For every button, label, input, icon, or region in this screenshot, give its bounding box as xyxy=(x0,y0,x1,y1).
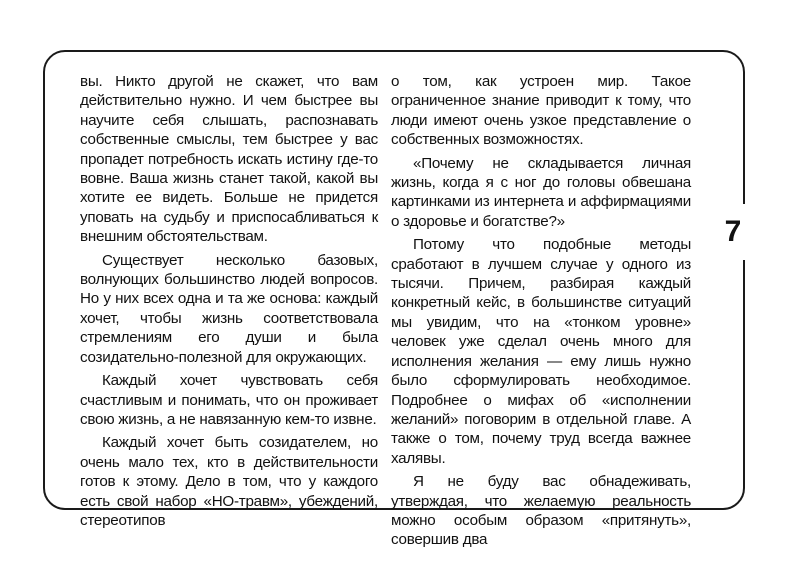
paragraph: «Почему не складывается личная жизнь, когда я с ног до головы обвешана картинками из интернета и аффирмациями о здоровье и богатстве?» xyxy=(391,154,691,230)
paragraph: вы. Никто другой не скажет, что вам действительно нужно. И чем быстрее вы научите себя слышать, распознавать собственные смыслы, тем быстрее у вас пропадет потребность искать истину где-то вовне. Ваша жизнь станет такой, какой вы хотите ее видеть. Больше не придется уповать на судьбу и приспосабливаться к внешним обстоятельствам. xyxy=(80,73,378,246)
left-column xyxy=(80,72,378,534)
paragraph: Каждый хочет чувствовать себя счастливым и понимать, что он проживает свою жизнь, а не навязанную кем-то извне. xyxy=(80,372,378,428)
page-number: 7 xyxy=(719,204,747,260)
paragraph: Каждый хочет быть созидателем, но очень мало тех, кто в действительности готов к этому. Дело в том, что у каждого есть свой набор «НО-травм», убеждений, стереотипов xyxy=(80,434,378,529)
paragraph: о том, как устроен мир. Такое ограниченное знание приводит к тому, что люди имеют очень узкое представление о собственных возможностях. xyxy=(391,73,691,149)
paragraph: Я не буду вас обнадеживать, утверждая, что желаемую реальность можно особым образом «притянуть», совершив два xyxy=(391,473,691,549)
paragraph: Потому что подобные методы сработают в лучшем случае у одного из тысячи. Причем, разбирая каждый конкретный кейс, в большинстве ситуаций мы увидим, что на «тонком уровне» человек уже сделал очень много для исполнения желания — ему лишь нужно было сформулировать необходимое. Подробнее о мифах об «исполнении желаний» поговорим в отдельной главе. А также о том, почему труд всегда важнее халявы. xyxy=(391,236,691,467)
paragraph: Существует несколько базовых, волнующих большинство людей вопросов. Но у них всех одна и та же основа: каждый хочет, чтобы жизнь соответствовала стремлениям его души и была созидательно-полезной для окружающих. xyxy=(80,251,378,366)
right-column xyxy=(391,72,691,554)
